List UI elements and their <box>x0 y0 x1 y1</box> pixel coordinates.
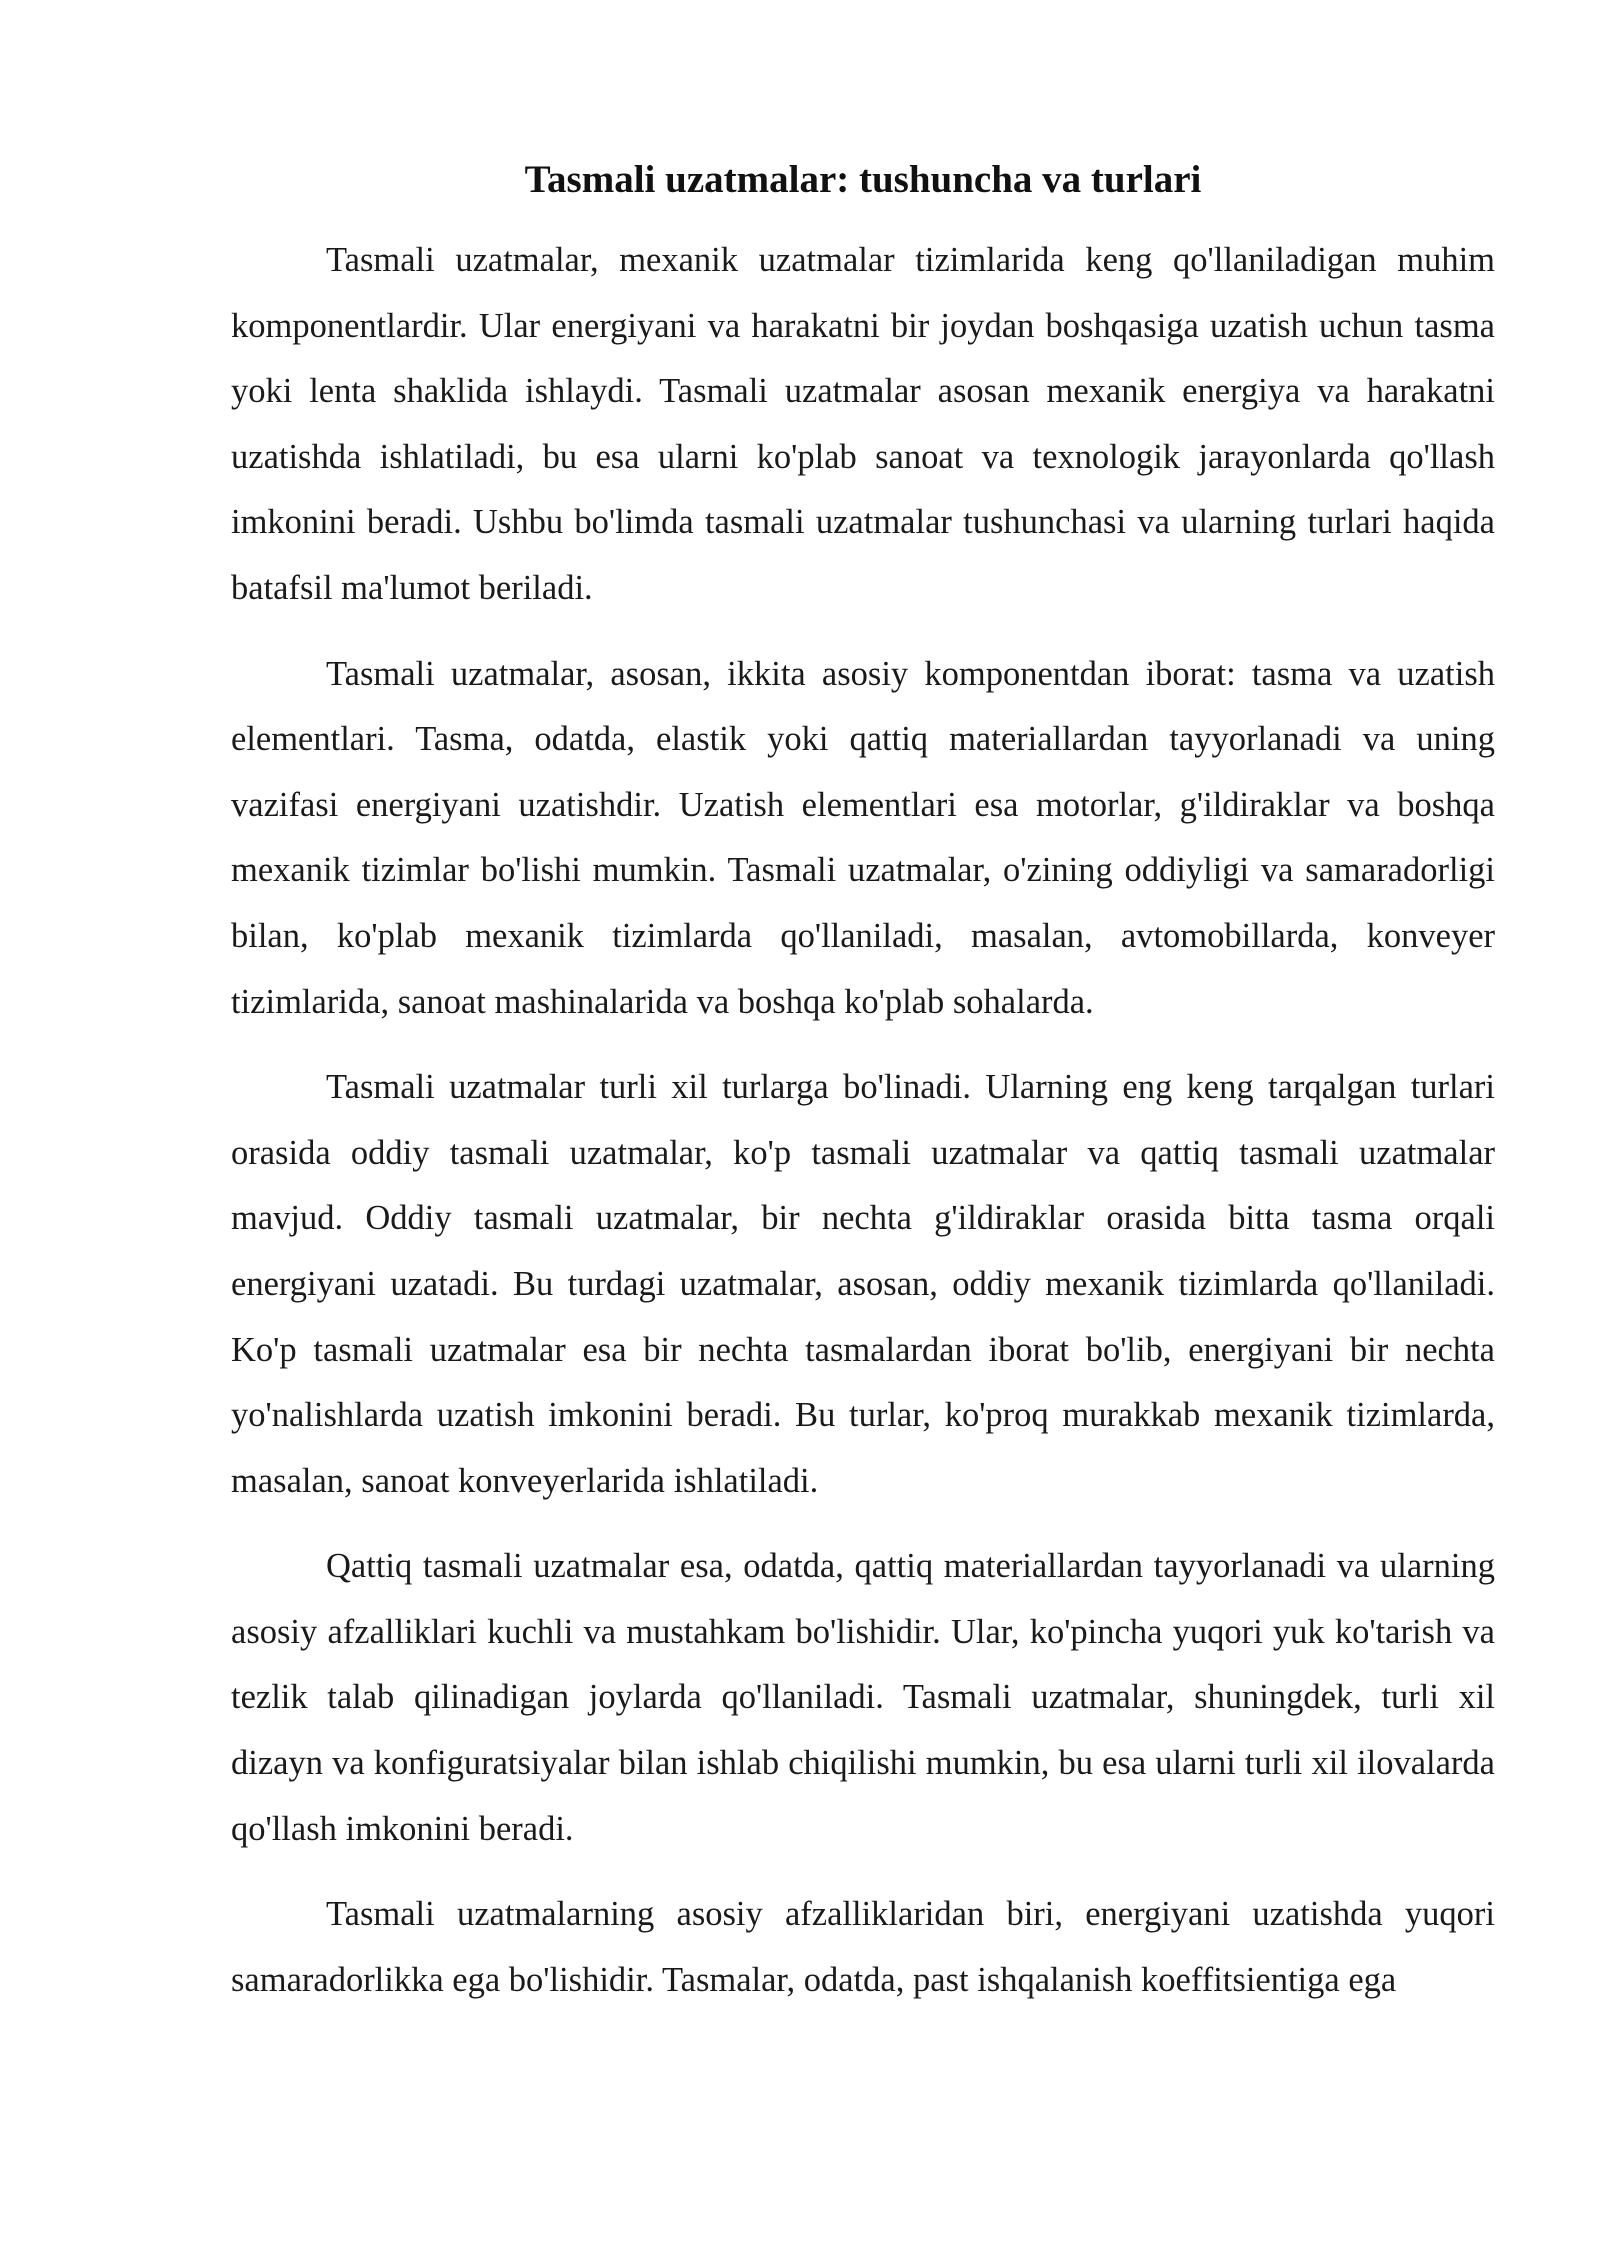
document-title: Tasmali uzatmalar: tushuncha va turlari <box>524 158 1202 201</box>
paragraph-4: Qattiq tasmali uzatmalar esa, odatda, qattiq materiallardan tayyorlanadi va ularning asosiy afzalliklari kuchli va mustahkam bo'lishidir. Ular, ko'pincha yuqori yuk ko'tarish va tezlik talab qilinadigan joylarda qo'llaniladi. Tasmali uzatmalar, shuningdek, turli xil dizayn va konfiguratsiyalar bilan ishlab chiqilishi mumkin, bu esa ularni turli xil ilovalarda qo'llash imkonini beradi. <box>231 1547 1495 1848</box>
paragraph-3: Tasmali uzatmalar turli xil turlarga bo'linadi. Ularning eng keng tarqalgan turlari orasida oddiy tasmali uzatmalar, ko'p tasmali uzatmalar va qattiq tasmali uzatmalar mavjud. Oddiy tasmali uzatmalar, bir nechta g'ildiraklar orasida bitta tasma orqali energiyani uzatadi. Bu turdagi uzatmalar, asosan, oddiy mexanik tizimlarda qo'llaniladi. Ko'p tasmali uzatmalar esa bir nechta tasmalardan iborat bo'lib, energiyani bir nechta yo'nalishlarda uzatish imkonini beradi. Bu turlar, ko'proq murakkab mexanik tizimlarda, masalan, sanoat konveyerlarida ishlatiladi. <box>231 1068 1495 1500</box>
paragraph-2: Tasmali uzatmalar, asosan, ikkita asosiy komponentdan iborat: tasma va uzatish elementlari. Tasma, odatda, elastik yoki qattiq materiallardan tayyorlanadi va uning vazifasi energiyani uzatishdir. Uzatish elementlari esa motorlar, g'ildiraklar va boshqa mexanik tizimlar bo'lishi mumkin. Tasmali uzatmalar, o'zining oddiyligi va samaradorligi bilan, ko'plab mexanik tizimlarda qo'llaniladi, masalan, avtomobillarda, konveyer tizimlarida, sanoat mashinalarida va boshqa ko'plab sohalarda. <box>231 654 1495 1021</box>
document-body <box>231 152 1495 2013</box>
paragraph-5: Tasmali uzatmalarning asosiy afzalliklaridan biri, energiyani uzatishda yuqori samaradorlikka ega bo'lishidir. Tasmalar, odatda, past ishqalanish koeffitsientiga ega <box>231 1895 1495 1999</box>
paragraph-1: Tasmali uzatmalar, mexanik uzatmalar tizimlarida keng qo'llaniladigan muhim komponentlardir. Ular energiyani va harakatni bir joydan boshqasiga uzatish uchun tasma yoki lenta shaklida ishlaydi. Tasmali uzatmalar asosan mexanik energiya va harakatni uzatishda ishlatiladi, bu esa ularni ko'plab sanoat va texnologik jarayonlarda qo'llash imkonini beradi. Ushbu bo'limda tasmali uzatmalar tushunchasi va ularning turlari haqida batafsil ma'lumot beriladi. <box>231 241 1495 607</box>
